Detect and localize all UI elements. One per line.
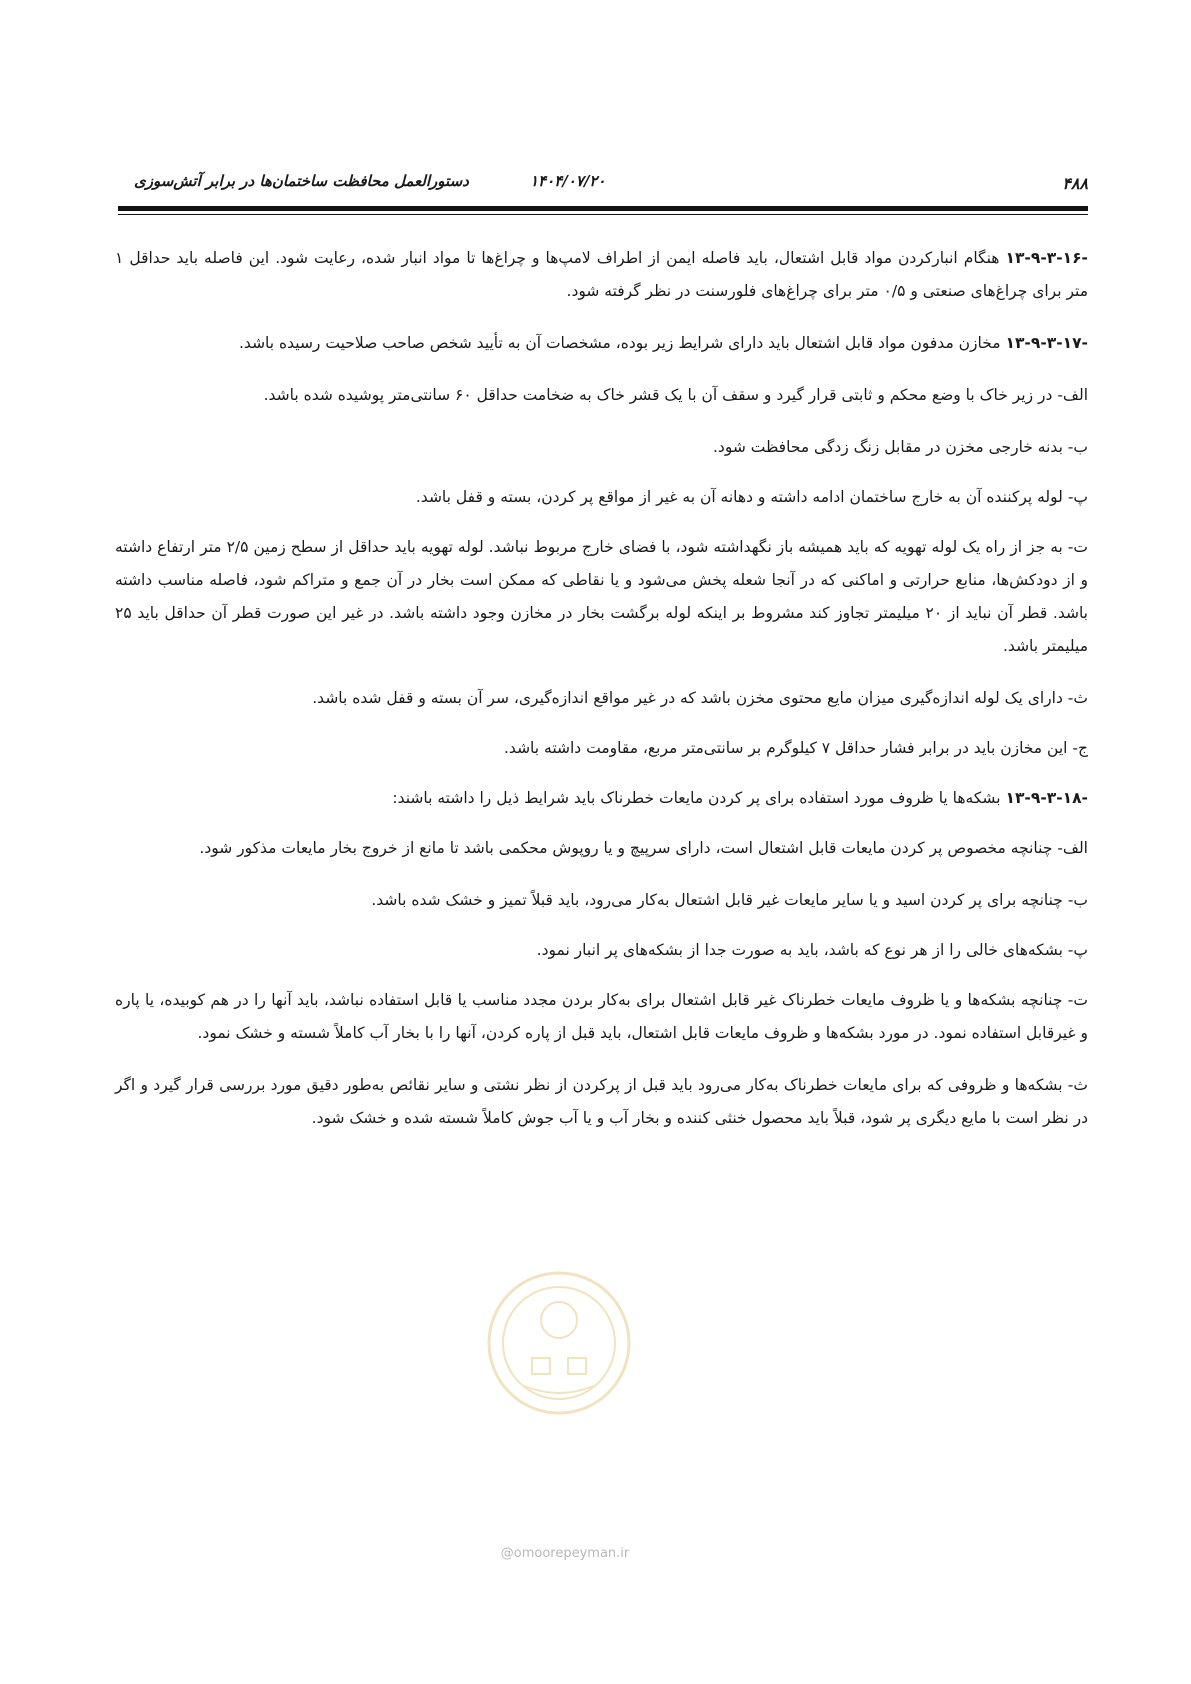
list-item-text: پ- لوله پرکننده آن به خارج ساختمان ادامه داشته و دهانه آن به غیر از مواقع پر کردن، بسته و قفل باشد. [415,488,1088,506]
clause-number: ۱۳-۹-۳-۱۶- [1005,249,1088,267]
list-item [115,481,1088,514]
clause-text: مخازن مدفون مواد قابل اشتعال باید دارای شرایط زیر بوده، مشخصات آن به تأیید شخص صاحب صلاحیت رسیده باشد. [239,334,1006,352]
clause-text: هنگام انبارکردن مواد قابل اشتعال، باید فاصله ایمن از اطراف لامپ‌ها و چراغ‌ها تا مواد انبار شده، رعایت شود. این فاصله باید حداقل ۱ متر برای چراغ‌های صنعتی و ۰/۵ متر برای چراغ‌های فلورسنت در نظر گرفته شود. [115,249,1088,300]
watermark-caption: @omoorepeyman.ir [500,1546,630,1561]
list-item [115,379,1088,412]
clause-number: ۱۳-۹-۳-۱۸- [1005,789,1088,807]
document-date: ۱۴۰۴/۰۷/۲۰ [530,172,606,190]
list-item-text: ج- این مخازن باید در برابر فشار حداقل ۷ کیلوگرم بر سانتی‌متر مربع، مقاومت داشته باشد. [504,739,1088,757]
clause-paragraph [115,327,1088,360]
document-title: دستورالعمل محافظت ساختمان‌ها در برابر آتش‌سوزی [134,172,469,190]
list-item [115,884,1088,917]
list-item [115,431,1088,464]
list-item [115,732,1088,765]
list-item [115,531,1088,663]
list-item-text: ب- چنانچه برای پر کردن اسید و یا سایر مایعات غیر قابل اشتعال به‌کار می‌رود، باید قبلاً تمیز و خشک شده باشد. [371,891,1088,909]
watermark-seal-icon [484,1268,634,1418]
clause-text: بشکه‌ها یا ظروف مورد استفاده برای پر کردن مایعات خطرناک باید شرایط ذیل را داشته باشند: [392,789,1006,807]
list-item [115,984,1088,1050]
list-item-text: ث- دارای یک لوله اندازه‌گیری میزان مایع محتوی مخزن باشد که در غیر مواقع اندازه‌گیری، سر آن بسته و قفل شده باشد. [312,689,1088,707]
list-item-text: پ- بشکه‌های خالی را از هر نوع که باشد، باید به صورت جدا از بشکه‌های پر انبار نمود. [536,941,1088,959]
header-rule-thick [118,206,1088,211]
clause-number: ۱۳-۹-۳-۱۷- [1005,334,1088,352]
list-item-text: الف- چنانچه مخصوص پر کردن مایعات قابل اشتعال است، دارای سرپیچ و یا روپوش محکمی باشد تا مانع از خروج بخار مایعات مذکور شود. [199,839,1088,857]
header-rule-thin [118,214,1088,215]
list-item-text: ث- بشکه‌ها و ظروفی که برای مایعات خطرناک به‌کار می‌رود باید قبل از پرکردن از نظر نشتی و سایر نقائص به‌طور دقیق مورد بررسی قرار گیرد و اگر در نظر است با مایع دیگری پر شود، قبلاً باید محصول خنثی کننده و بخار آب و یا آب جوش کاملاً شسته شده و خشک شود. [115,1076,1088,1127]
page-header [122,168,1088,198]
list-item-text: ت- به جز از راه یک لوله تهویه که باید همیشه باز نگهداشته شود، با فضای خارج مربوط نباشد. لوله تهویه باید حداقل از سطح زمین ۲/۵ متر ارتفاع داشته و از دودکش‌ها، منابع حرارتی و اماکنی که در آنجا شعله پخش می‌شود و یا نقاطی که ممکن است بخار در آن جمع و متراکم شود، فاصله مناسب داشته باشد. قطر آن نباید از ۲۰ میلیمتر تجاوز کند مشروط بر اینکه لوله برگشت بخار در مخازن وجود داشته باشد. در غیر این صورت قطر آن حداقل باید ۲۵ میلیمتر باشد. [115,538,1088,655]
page-number: ۴۸۸ [1062,174,1088,193]
document-body [115,242,1088,1154]
list-item [115,682,1088,715]
list-item-text: الف- در زیر خاک با وضع محکم و ثابتی قرار گیرد و سقف آن با یک قشر خاک به ضخامت حداقل ۶۰ سانتی‌متر پوشیده شده باشد. [263,386,1088,404]
list-item [115,1069,1088,1135]
clause-paragraph [115,242,1088,308]
list-item-text: ت- چنانچه بشکه‌ها و یا ظروف مایعات خطرناک غیر قابل اشتعال برای به‌کار بردن مجدد مناسب یا قابل استفاده نباشد، باید آنها را در هم کوبیده، یا پاره و غیرقابل استفاده نمود. در مورد بشکه‌ها و ظروف مایعات قابل اشتعال، باید قبل از پاره کردن، آنها را با بخار آب کاملاً شسته و خشک نمود. [115,991,1088,1042]
list-item-text: ب- بدنه خارجی مخزن در مقابل زنگ زدگی محافظت شود. [713,438,1088,456]
clause-paragraph [115,782,1088,815]
list-item [115,934,1088,967]
list-item [115,832,1088,865]
